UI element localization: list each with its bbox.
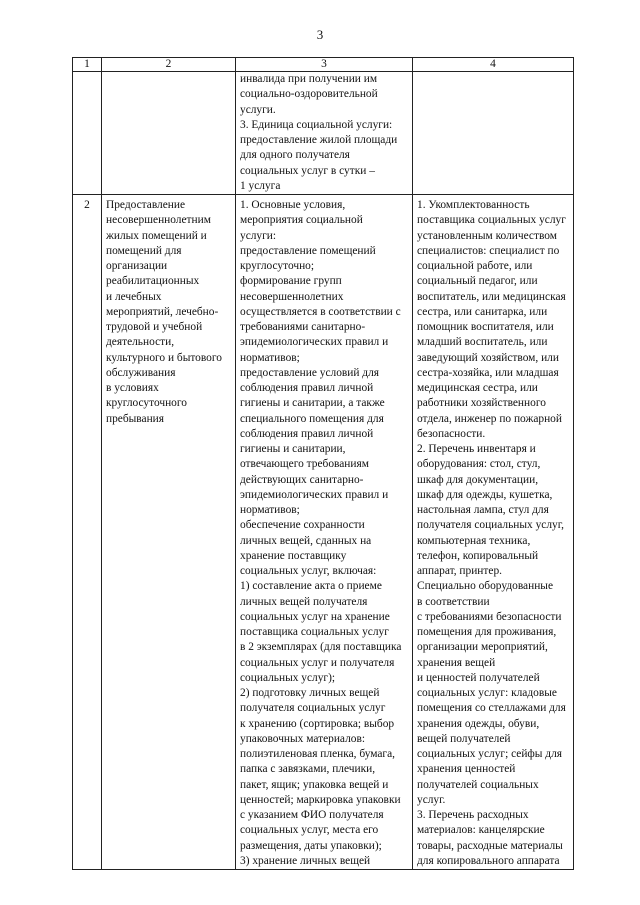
row-number bbox=[73, 72, 102, 195]
service-name: Предоставление несовершеннолетним жилых помещений и помещений для организации реабилитационных и лечебных мероприятий, лечебно- трудовой и учебной деятельности, культурного и бытового обслуживания в условиях круглосуточного пребывания bbox=[102, 195, 236, 870]
table-header-row bbox=[73, 58, 574, 72]
services-table bbox=[72, 57, 574, 870]
table-row bbox=[73, 72, 574, 195]
header-col-1: 1 bbox=[73, 58, 102, 72]
header-col-2: 2 bbox=[102, 58, 236, 72]
service-resources bbox=[413, 72, 574, 195]
service-conditions: 1. Основные условия, мероприятия социальной услуги: предоставление помещений круглосуточно; формирование групп несовершеннолетних осуществляется в соответствии с требованиями санитарно- эпидемиологических правил и нормативов; предоставление условий для соблюдения правил личной гигиены и санитарии, а также специального помещения для соблюдения правил личной гигиены и санитарии, отвечающего требованиям действующих санитарно- эпидемиологических правил и нормативов; обеспечение сохранности личных вещей, сданных на хранение поставщику социальных услуг, включая: 1) составление акта о приеме личных вещей получателя социальных услуг на хранение поставщика социальных услуг в 2 экземплярах (для поставщика социальных услуг и получателя социальных услуг); 2) подготовку личных вещей получателя социальных услуг к хранению (сортировка; выбор упаковочных материалов: полиэтиленовая пленка, бумага, папка с завязками, плечики, пакет, ящик; упаковка вещей и ценностей; маркировка упаковки с указанием ФИО получателя социальных услуг, места его размещения, даты упаковки); 3) хранение личных вещей bbox=[236, 195, 413, 870]
page-number: 3 bbox=[316, 27, 324, 42]
header-col-4: 4 bbox=[413, 58, 574, 72]
service-name bbox=[102, 72, 236, 195]
service-resources: 1. Укомплектованность поставщика социальных услуг установленным количеством специалистов: специалист по социальной работе, или социальный педагог, или воспитатель, или медицинская сестра, или санитарка, или помощник воспитателя, или младший воспитатель, или заведующий хозяйством, или сестра-хозяйка, или младшая медицинская сестра, или работники хозяйственного отдела, инженер по пожарной безопасности. 2. Перечень инвентаря и оборудования: стол, стул, шкаф для документации, шкаф для одежды, кушетка, настольная лампа, стул для получателя социальных услуг, компьютерная техника, телефон, копировальный аппарат, принтер. Специально оборудованные в соответствии с требованиями безопасности помещения для проживания, организации мероприятий, хранения вещей и ценностей получателей социальных услуг: кладовые помещения со стеллажами для хранения одежды, обуви, вещей получателей социальных услуг; сейфы для хранения ценностей получателей социальных услуг. 3. Перечень расходных материалов: канцелярские товары, расходные материалы для копировального аппарата bbox=[413, 195, 574, 870]
row-number: 2 bbox=[73, 195, 102, 870]
table-row bbox=[73, 195, 574, 870]
service-conditions: инвалида при получении им социально-оздоровительной услуги. 3. Единица социальной услуги: предоставление жилой площади для одного получателя социальных услуг в сутки – 1 услуга bbox=[236, 72, 413, 195]
header-col-3: 3 bbox=[236, 58, 413, 72]
